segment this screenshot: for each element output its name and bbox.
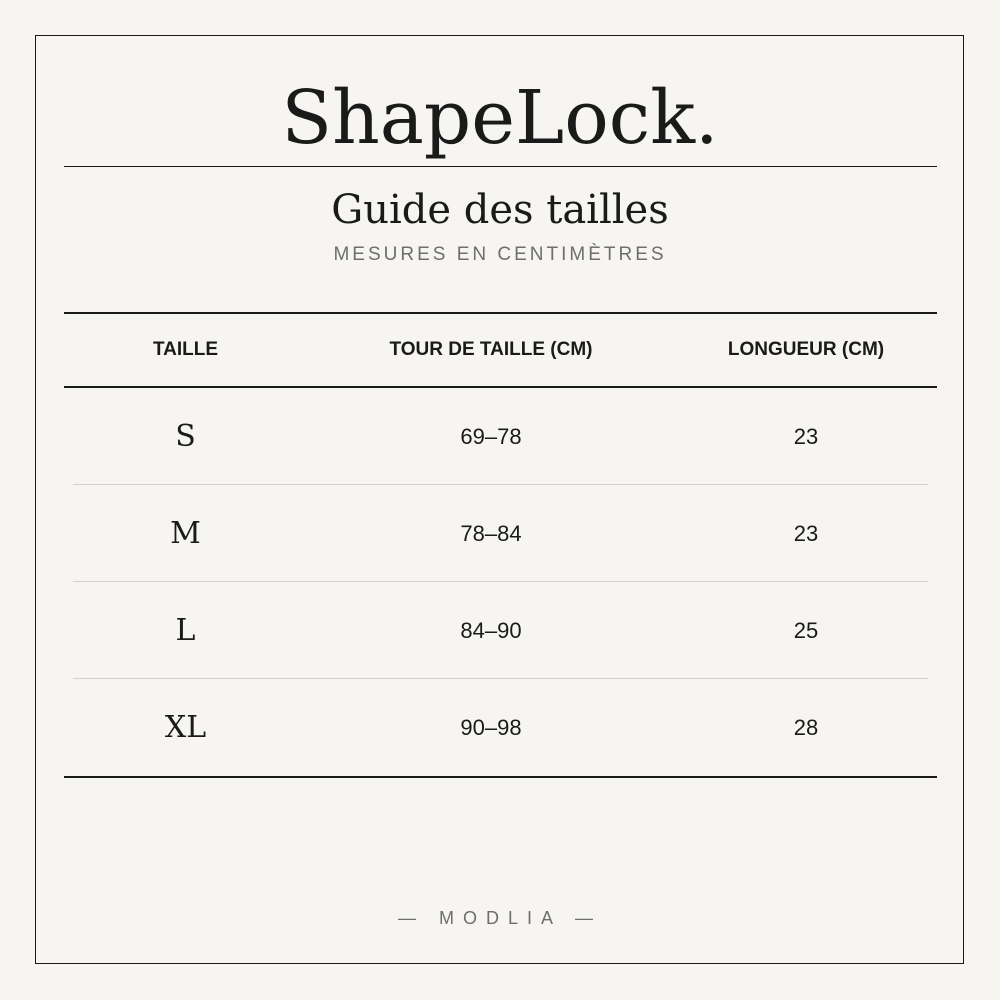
table-bottom-rule bbox=[64, 776, 937, 778]
page-title: Guide des tailles bbox=[331, 187, 669, 233]
length-cell: 25 bbox=[793, 617, 819, 643]
size-cell: M bbox=[170, 516, 201, 551]
size-table bbox=[64, 312, 937, 778]
units-note: MESURES EN CENTIMÈTRES bbox=[333, 244, 667, 265]
size-cell: L bbox=[175, 613, 196, 648]
table-header bbox=[64, 312, 937, 388]
waist-cell: 90–98 bbox=[460, 714, 522, 740]
footer-brand: — MODLIA — bbox=[397, 908, 603, 928]
waist-cell: 78–84 bbox=[460, 520, 522, 546]
table-row bbox=[64, 388, 937, 485]
column-header-length: LONGUEUR (CM) bbox=[727, 339, 885, 360]
length-cell: 28 bbox=[793, 714, 819, 740]
column-header-size: TAILLE bbox=[152, 339, 219, 360]
column-header-waist: TOUR DE TAILLE (CM) bbox=[389, 339, 593, 360]
table-row bbox=[64, 582, 937, 679]
length-cell: 23 bbox=[793, 423, 819, 449]
waist-cell: 84–90 bbox=[460, 617, 522, 643]
brand-title: ShapeLock. bbox=[281, 75, 719, 161]
size-cell: S bbox=[175, 419, 196, 454]
table-row bbox=[64, 485, 937, 582]
length-cell: 23 bbox=[793, 520, 819, 546]
header-divider bbox=[64, 166, 937, 167]
table-row bbox=[64, 679, 937, 776]
waist-cell: 69–78 bbox=[460, 423, 522, 449]
size-cell: XL bbox=[164, 710, 207, 745]
